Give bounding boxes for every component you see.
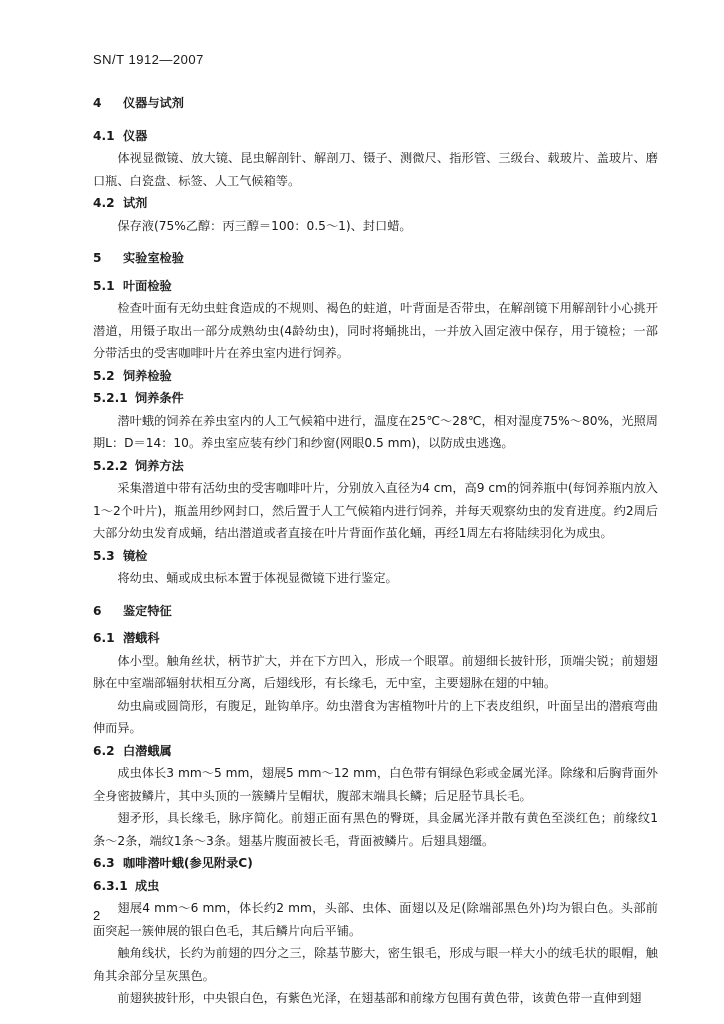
heading-title: 白潜蛾属 xyxy=(123,743,172,758)
paragraph-rearing-method: 采集潜道中带有活幼虫的受害咖啡叶片，分别放入直径为4 cm，高9 cm的饲养瓶中(每饲养瓶内放入1～2个叶片)，瓶盖用纱网封口，然后置于人工气候箱内进行饲养，并每天观察幼虫的发育进度。约2周后大部分幼虫发育成蛹，结出潜道或者直接在叶片背面作茧化蛹，再经1周左右将陆续羽化为成虫。 xyxy=(93,481,658,540)
heading-title: 咖啡潜叶蛾(参见附录C) xyxy=(123,856,253,870)
paragraph-genus-body: 成虫体长3 mm～5 mm，翅展5 mm～12 mm，白色带有铜绿色彩或金属光泽。除缘和后胸背面外全身密披鳞片，其中头顶的一簇鳞片呈帽状，腹部末端具长鳞；后足胫节具长毛。 xyxy=(93,766,658,803)
heading-title: 成虫 xyxy=(135,878,160,893)
paragraph-reagents: 保存液(75%乙醇：丙三醇＝100：0.5～1)、封口蜡。 xyxy=(117,218,412,233)
paragraph-adult-forewing: 前翅狭披针形，中央银白色，有紫色光泽，在翅基部和前缘方包围有黄色带，该黄色带一直伸到翅 xyxy=(117,991,642,1005)
heading-4-2 xyxy=(93,192,658,215)
heading-number: 5.2.2 xyxy=(93,458,128,473)
heading-6 xyxy=(93,600,658,623)
paragraph-microscopy: 将幼虫、蛹或成虫标本置于体视显微镜下进行鉴定。 xyxy=(117,571,398,585)
heading-number: 6 xyxy=(93,603,102,618)
heading-6-3-1 xyxy=(93,875,658,898)
heading-5-2-2 xyxy=(93,455,658,478)
heading-number: 5 xyxy=(93,251,102,265)
heading-title: 仪器 xyxy=(123,128,148,143)
heading-title: 实验室检验 xyxy=(123,251,184,265)
heading-6-1 xyxy=(93,627,658,650)
paragraph-adult-antenna: 触角线状，长约为前翅的四分之三，除基节膨大，密生银毛，形成与眼一样大小的绒毛状的眼帽，触角其余部分呈灰黑色。 xyxy=(93,946,658,983)
heading-title: 仪器与试剂 xyxy=(123,96,184,110)
heading-number: 6.3.1 xyxy=(93,878,128,893)
page-number: 2 xyxy=(93,908,101,923)
heading-title: 饲养条件 xyxy=(135,391,184,405)
heading-5-2-1 xyxy=(93,387,658,410)
paragraph-leaf-inspection: 检查叶面有无幼虫蛀食造成的不规则、褐色的蛀道，叶背面是否带虫，在解剖镜下用解剖针小心挑开潜道，用镊子取出一部分成熟幼虫(4龄幼虫)，同时将蛹挑出，一并放入固定液中保存，用于镜检；一部分带活虫的受害咖啡叶片在养虫室内进行饲养。 xyxy=(93,301,658,360)
heading-number: 5.2 xyxy=(93,368,115,383)
heading-number: 6.3 xyxy=(93,856,115,870)
heading-title: 镜检 xyxy=(123,548,148,563)
heading-title: 饲养检验 xyxy=(123,368,172,383)
heading-5-3 xyxy=(93,545,658,568)
heading-number: 5.2.1 xyxy=(93,391,128,405)
heading-title: 鉴定特征 xyxy=(123,603,172,618)
paragraph-genus-wing: 翅矛形，具长缘毛，脉序简化。前翅正面有黑色的臀斑，具金属光泽并散有黄色至淡红色；前缘纹1条～2条，端纹1条～3条。翅基片腹面被长毛，背面被鳞片。后翅具翅缰。 xyxy=(93,811,658,848)
heading-number: 5.1 xyxy=(93,278,115,293)
paragraph-adult-body: 翅展4 mm～6 mm，体长约2 mm，头部、虫体、面翅以及足(除端部黑色外)均为银白色。头部前面突起一簇伸展的银白色毛，其后鳞片向后平铺。 xyxy=(93,901,658,938)
heading-number: 6.2 xyxy=(93,743,115,758)
heading-5 xyxy=(93,247,658,270)
paragraph-family-larva: 幼虫扁或圆筒形，有腹足，趾钩单序。幼虫潜食为害植物叶片的上下表皮组织，叶面呈出的潜痕弯曲伸而异。 xyxy=(93,698,658,735)
heading-6-3 xyxy=(93,852,658,875)
heading-title: 饲养方法 xyxy=(135,458,184,473)
heading-5-2 xyxy=(93,365,658,388)
heading-6-2 xyxy=(93,740,658,763)
paragraph-rearing-conditions: 潜叶蛾的饲养在养虫室内的人工气候箱中进行，温度在25℃～28℃，相对湿度75%～80%，光照周期L：D＝14：10。养虫室应装有纱门和纱窗(网眼0.5 mm)，以防成虫逃逸。 xyxy=(93,413,658,450)
paragraph-family-adult: 体小型。触角丝状，柄节扩大，并在下方凹入，形成一个眼罩。前翅细长披针形，顶端尖锐；前翅翅脉在中室端部辐射状相互分离，后翅线形，有长缘毛，无中室，主要翅脉在翅的中轴。 xyxy=(93,653,658,690)
heading-title: 叶面检验 xyxy=(123,278,172,293)
heading-5-1 xyxy=(93,275,658,298)
heading-number: 4 xyxy=(93,96,102,110)
heading-number: 4.2 xyxy=(93,196,115,210)
heading-number: 4.1 xyxy=(93,128,115,143)
heading-number: 6.1 xyxy=(93,631,115,645)
heading-4 xyxy=(93,92,658,115)
heading-number: 5.3 xyxy=(93,548,115,563)
heading-title: 试剂 xyxy=(123,196,148,210)
heading-4-1 xyxy=(93,125,658,148)
paragraph-instruments: 体视显微镜、放大镜、昆虫解剖针、解剖刀、镊子、测微尺、指形管、三级台、载玻片、盖玻片、磨口瓶、白瓷盘、标签、人工气候箱等。 xyxy=(93,151,658,188)
standard-number-header: SN/T 1912—2007 xyxy=(93,52,204,67)
heading-title: 潜蛾科 xyxy=(123,631,160,645)
document-body xyxy=(93,92,658,1010)
